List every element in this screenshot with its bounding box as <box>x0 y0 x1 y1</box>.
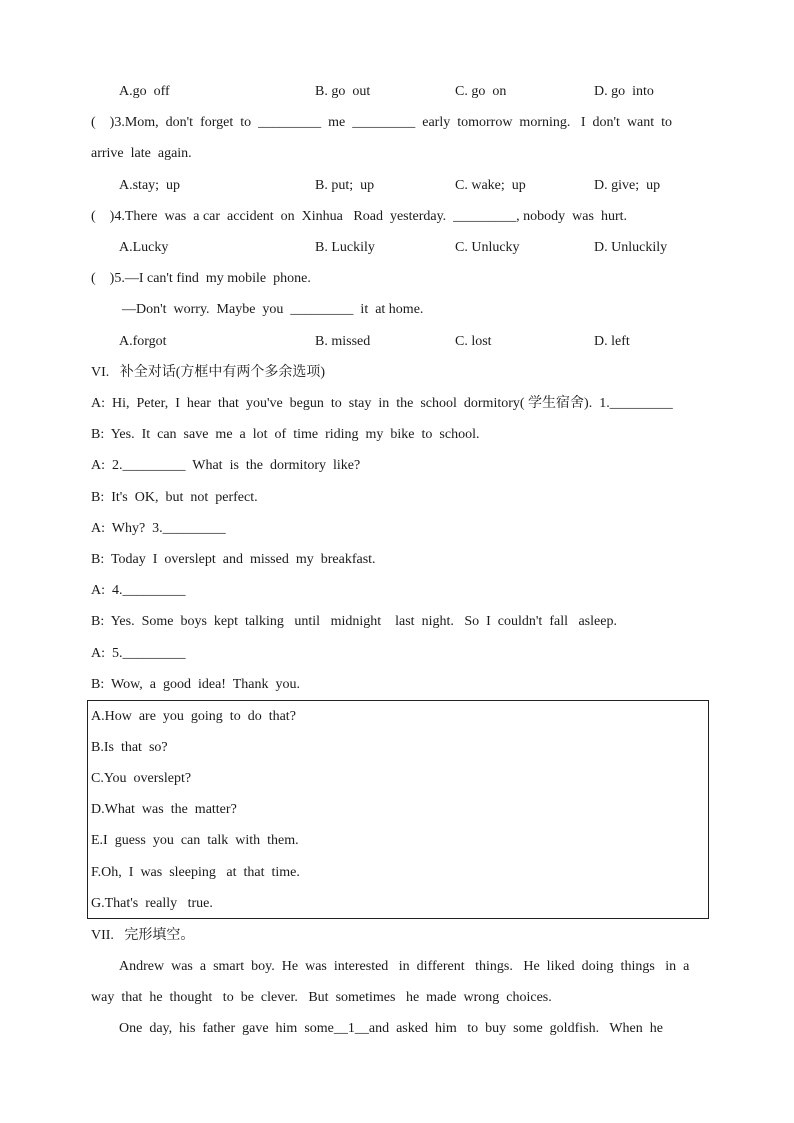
dialogue-line-3: A: 2._________ What is the dormitory like? <box>91 458 361 473</box>
q4-option-b: B. Luckily <box>315 240 375 255</box>
box-option-d: D.What was the matter? <box>91 802 237 817</box>
dialogue-line-10: B: Wow, a good idea! Thank you. <box>91 677 300 692</box>
box-option-f: F.Oh, I was sleeping at that time. <box>91 865 300 880</box>
dialogue-line-2: B: Yes. It can save me a lot of time riding my bike to school. <box>91 427 480 442</box>
q3-stem-line2: arrive late again. <box>91 146 192 161</box>
dialogue-line-7: A: 4._________ <box>91 583 186 598</box>
q2-option-c: C. go on <box>455 84 507 99</box>
box-option-g: G.That's really true. <box>91 896 213 911</box>
q4-option-c: C. Unlucky <box>455 240 520 255</box>
dialogue-line-8: B: Yes. Some boys kept talking until midnight last night. So I couldn't fall asleep. <box>91 614 617 629</box>
q2-option-b: B. go out <box>315 84 371 99</box>
q2-option-a: A.go off <box>119 84 170 99</box>
box-option-a: A.How are you going to do that? <box>91 709 296 724</box>
dialogue-line-9: A: 5._________ <box>91 646 186 661</box>
box-option-b: B.Is that so? <box>91 740 168 755</box>
section-7-heading: VII. 完形填空。 <box>91 928 195 943</box>
q3-stem-line1: ( )3.Mom, don't forget to _________ me _________ early tomorrow morning. I don't want to <box>91 115 673 130</box>
q5-option-d: D. left <box>594 334 630 349</box>
q5-option-b: B. missed <box>315 334 371 349</box>
q5-stem-line1: ( )5.—I can't find my mobile phone. <box>91 271 311 286</box>
dialogue-line-6: B: Today I overslept and missed my breakfast. <box>91 552 376 567</box>
box-option-e: E.I guess you can talk with them. <box>91 833 299 848</box>
q2-option-d: D. go into <box>594 84 654 99</box>
q3-option-d: D. give; up <box>594 178 661 193</box>
dialogue-line-5: A: Why? 3._________ <box>91 521 226 536</box>
box-option-c: C.You overslept? <box>91 771 192 786</box>
q3-option-a: A.stay; up <box>119 178 181 193</box>
passage-para1-line2: way that he thought to be clever. But sometimes he made wrong choices. <box>91 990 552 1005</box>
passage-para1-line1: Andrew was a smart boy. He was interested in different things. He liked doing things in a <box>119 959 690 974</box>
q3-option-c: C. wake; up <box>455 178 526 193</box>
q4-stem: ( )4.There was a car accident on Xinhua Road yesterday. _________, nobody was hurt. <box>91 209 627 224</box>
q5-option-c: C. lost <box>455 334 492 349</box>
dialogue-line-4: B: It's OK, but not perfect. <box>91 490 258 505</box>
passage-para2-line1: One day, his father gave him some__1__and asked him to buy some goldfish. When he <box>119 1021 663 1036</box>
dialogue-line-1: A: Hi, Peter, I hear that you've begun to stay in the school dormitory( 学生宿舍). 1._________ <box>91 396 673 411</box>
q3-option-b: B. put; up <box>315 178 375 193</box>
q4-option-a: A.Lucky <box>119 240 169 255</box>
q5-stem-line2: —Don't worry. Maybe you _________ it at home. <box>122 302 424 317</box>
q4-option-d: D. Unluckily <box>594 240 668 255</box>
q5-option-a: A.forgot <box>119 334 167 349</box>
section-6-heading: VI. 补全对话(方框中有两个多余选项) <box>91 365 326 380</box>
